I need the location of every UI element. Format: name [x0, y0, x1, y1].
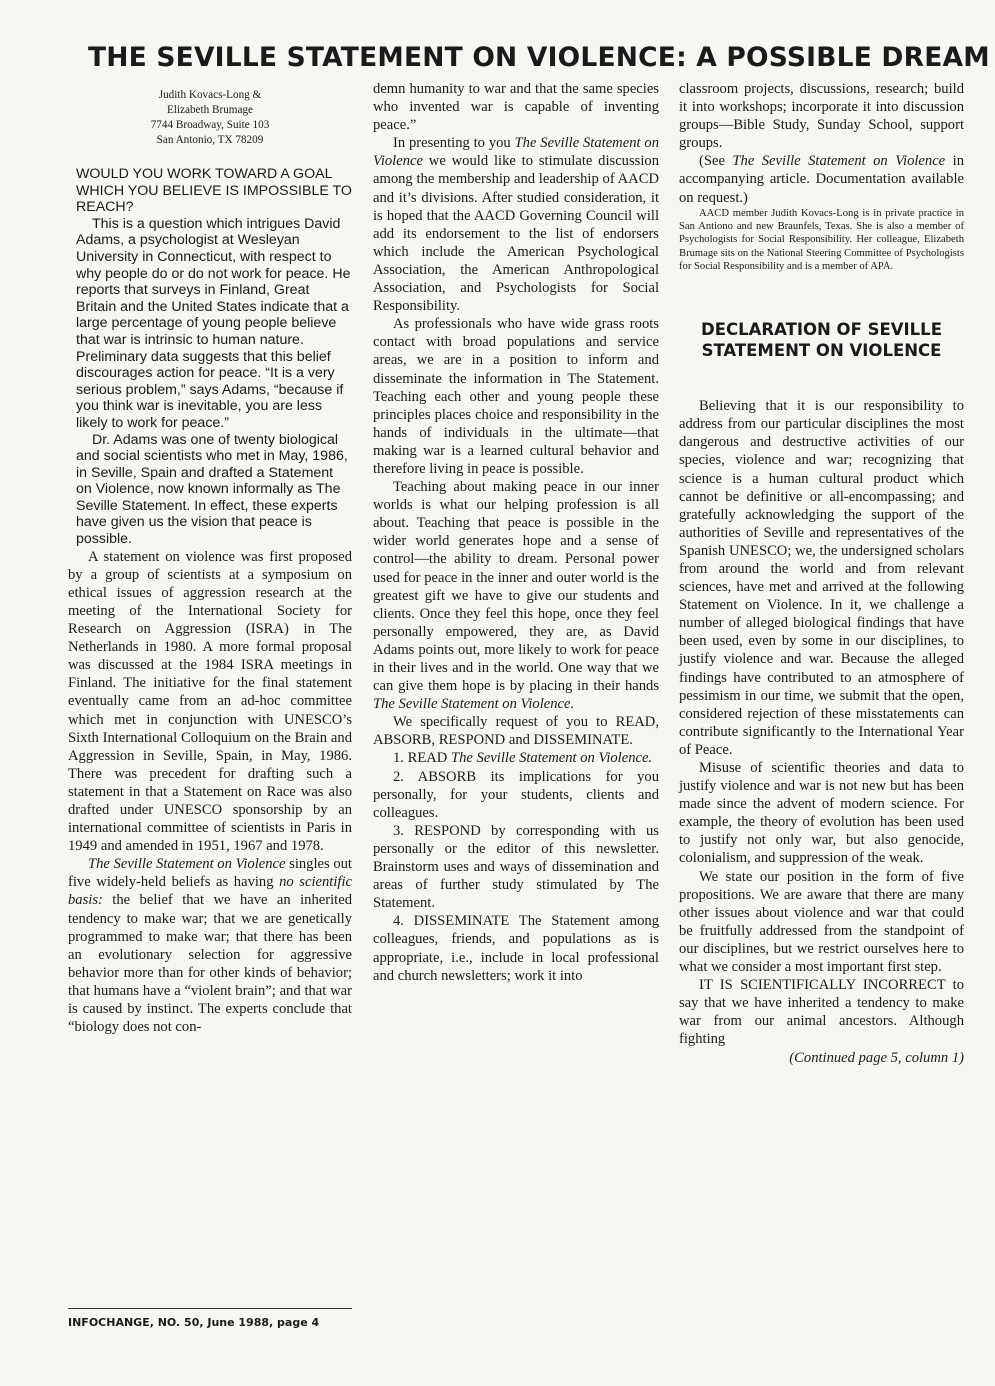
- declaration-heading: [679, 319, 964, 361]
- text-span: 1. READ: [393, 750, 451, 767]
- text-span: the belief that we have an inherited tendency to make war; that we are genetically programmed to make war; that there has been an evolutionary selection for aggressive behavior more than for other kinds of behavior; that humans have a “violent brain”; and that war is caused by instinct. The experts conclude that “biology does not con-: [68, 892, 352, 1036]
- body-paragraph: Believing that it is our responsibility to address from our particular disciplines the most dangerous and destructive activities of our species, violence and war; recognizing that science is a human cultural product which cannot be definitive or all-encompassing; and gratefully acknowledging the support of the authorities of Seville and representatives of the Spanish UNESCO; we, the undersigned scholars from around the world and from relevant sciences, have met and arrived at the following Statement on Violence. In it, we challenge a number of alleged biological findings that have been used, even by some in our disciplines, to justify violence and war. Because the alleged findings have contributed to an atmosphere of pessimism in our time, we submit that the open, considered rejection of these misstatements can contribute significantly to the International Year of Peace.: [679, 398, 964, 758]
- statement-title: The Seville Statement on Violence: [373, 135, 659, 170]
- list-item: [373, 749, 659, 767]
- emphasis: no scientific basis:: [68, 874, 352, 909]
- body-paragraph: IT IS SCIENTIFICALLY INCORRECT to say that we have inherited a tendency to make war from our animal ancestors. Although fighting: [679, 977, 964, 1048]
- continued-note: (Continued page 5, column 1): [789, 1049, 964, 1066]
- statement-title: The Seville Statement on Violence.: [450, 750, 653, 767]
- body-paragraph: [679, 152, 964, 206]
- page-footer: INFOCHANGE, NO. 50, June 1988, page 4: [68, 1316, 320, 1329]
- body-paragraph: We specifically request of you to READ, ABSORB, RESPOND and DISSEMINATE.: [373, 714, 659, 749]
- heading-line: STATEMENT ON VIOLENCE: [701, 341, 942, 361]
- heading-line: DECLARATION OF SEVILLE: [701, 320, 942, 340]
- author-address: 7744 Broadway, Suite 103: [150, 119, 270, 131]
- statement-title: The Seville Statement on Violence: [732, 153, 946, 170]
- column-2: [373, 80, 659, 985]
- statement-title: The Seville Statement on Violence.: [373, 696, 575, 713]
- body-paragraph: [373, 478, 659, 713]
- column-3: [679, 80, 964, 1067]
- body-paragraph: A statement on violence was first proposed by a group of scientists at a symposium on ethical issues of aggression research at the meeting of the International Society for Research on Aggression (ISRA) in The Netherlands in 1980. A more formal proposal was discussed at the 1984 ISRA meetings in Finland. The initiative for the final statement eventually came from an ad-hoc committee which met in conjunction with UNESCO’s Sixth International Colloquium on the Brain and Aggression in Seville, Spain, in May, 1986. There was precedent for drafting such a statement in that a Statement on Race was also drafted under UNESCO sponsorship by an international committee of scientists in Paris in 1949 and amended in 1951, 1967 and 1978.: [68, 548, 352, 855]
- column-1: [68, 88, 352, 1036]
- body-paragraph: Misuse of scientific theories and data to justify violence and war is not new but has been made since the advent of modern science. For example, the theory of evolution has been used to justify not only war, but also genocide, colonialism, and suppression of the weak.: [679, 760, 964, 867]
- intro-block: [76, 166, 352, 548]
- author-byline: [68, 88, 352, 148]
- body-paragraph: classroom projects, discussions, research; build it into workshops; incorporate it into discussion groups—Bible Study, Sunday School, support groups.: [679, 81, 964, 152]
- author-line: Judith Kovacs-Long &: [158, 89, 262, 101]
- statement-title: The Seville Statement on Violence: [88, 856, 286, 873]
- intro-paragraph: Dr. Adams was one of twenty biological and social scientists who met in May, 1986, in Seville, Spain and drafted a Statement on Violence, now known informally as The Seville Statement. In effect, these experts have given us the vision that peace is possible.: [76, 431, 348, 548]
- text-span: singles out five widely-held beliefs as having: [68, 856, 352, 891]
- article-title: THE SEVILLE STATEMENT ON VIOLENCE: A POSSIBLE DREAM: [88, 42, 990, 73]
- body-paragraph: [68, 855, 352, 1036]
- author-bio: AACD member Judith Kovacs-Long is in private practice in San Antiono and new Braunfels, Texas. She is also a member of Psychologists for Social Responsibility. Her colleague, Elizabeth Brumage sits on the National Steering Committee of Psychologists for Social Responsibility and is a member of APA.: [679, 207, 964, 272]
- text-span: in accompanying article. Documentation available on request.): [679, 153, 964, 206]
- intro-question: WOULD YOU WORK TOWARD A GOAL WHICH YOU BELIEVE IS IMPOSSIBLE TO REACH?: [76, 166, 352, 216]
- author-city: San Antonio, TX 78209: [156, 134, 264, 146]
- footer-rule: [68, 1308, 352, 1309]
- body-paragraph: [373, 134, 659, 315]
- body-paragraph: As professionals who have wide grass roots contact with broad populations and service areas, we are in a position to inform and disseminate the information in The Statement. Teaching each other and young people these principles places choice and responsibility in the hands of individuals in the ultimate—that making war is a learned cultural behavior and therefore living in peace is possible.: [373, 316, 659, 477]
- list-item: 3. RESPOND by corresponding with us personally or the editor of this newsletter. Brainstorm uses and ways of dissemination and areas of further study stimulated by The Statement.: [373, 822, 659, 912]
- list-item: 4. DISSEMINATE The Statement among colleagues, friends, and populations as is appropriate, i.e., include in local professional and church newsletters; work it into: [373, 913, 659, 984]
- body-paragraph: demn humanity to war and that the same species who invented war is capable of inventing peace.”: [373, 81, 659, 134]
- text-span: we would like to stimulate discussion among the membership and leadership of AACD and it’s divisions. After studied consideration, it is hoped that the AACD Governing Council will add its endorsement to the list of endorsers which include the American Psychological Association, the American Anthropological Association, and Psychologists for Social Responsibility.: [373, 153, 659, 315]
- text-span: (See: [699, 153, 733, 170]
- text-span: Teaching about making peace in our inner worlds is what our helping profession is all about. Teaching that peace is possible in the wider world generates hope and a sense of control—the ability to dream. Personal power used for peace in the inner and outer world is the greatest gift we have to give our students and clients. Once they feel this hope, once they feel personally empowered, they are, as David Adams points out, more likely to work for peace in their lives and in the world. One way that we can give them hope is by placing in their hands: [373, 479, 659, 695]
- text-span: In presenting to you: [393, 135, 515, 152]
- list-item: 2. ABSORB its implications for you personally, for your students, clients and colleagues.: [373, 768, 659, 821]
- intro-paragraph: This is a question which intrigues David Adams, a psychologist at Wesleyan University in Connecticut, with respect to why people do or do not work for peace. He reports that surveys in Finland, Great Britain and the United States indicate that a large percentage of young people believe that war is intrinsic to human nature. Preliminary data suggests that this belief discourages action for peace. “It is a very serious problem,” says Adams, “because if you think war is inevitable, you are less likely to work for peace.”: [76, 215, 351, 431]
- body-paragraph: We state our position in the form of five propositions. We are aware that there are many other issues about violence and war that could be fruitfully addressed from the standpoint of our disciplines, but we restrict ourselves here to what we consider a most important first step.: [679, 868, 964, 976]
- author-line: Elizabeth Brumage: [166, 104, 254, 116]
